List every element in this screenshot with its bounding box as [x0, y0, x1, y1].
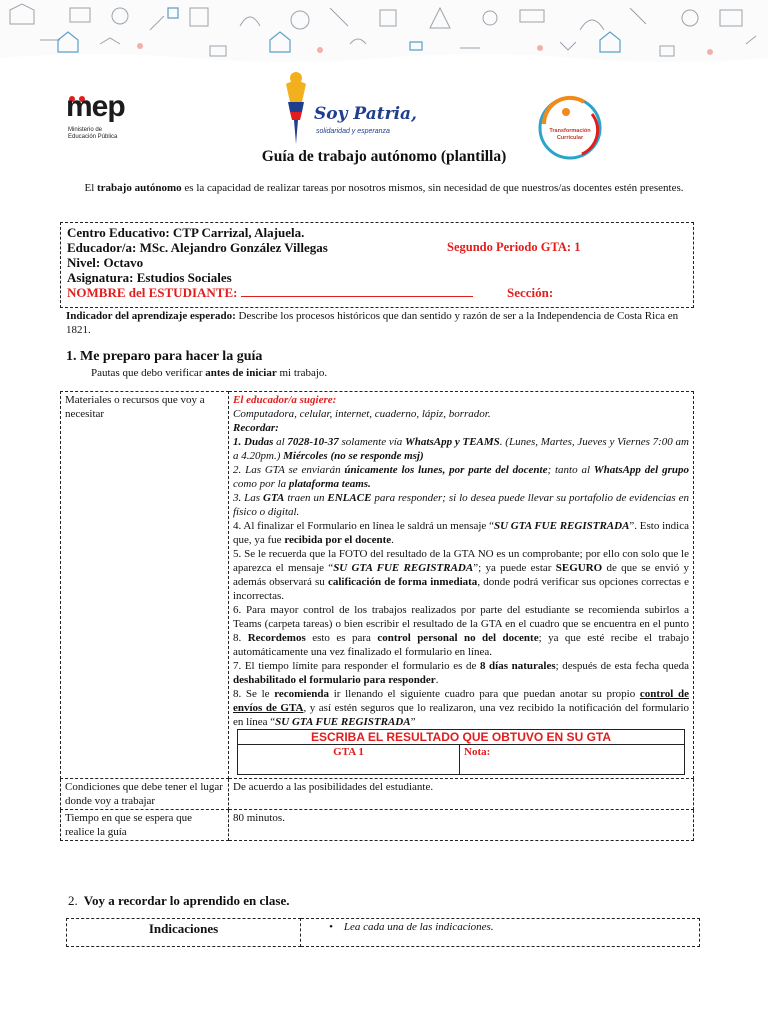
p1-f: . (Lunes, Martes, Jueves y Viernes 7:00 am a 4.20pm.)	[233, 436, 689, 462]
p6-d: control personal no del docente	[377, 632, 539, 644]
p5-b: SU GTA FUE REGISTRADA	[333, 562, 474, 574]
mep-subtitle-line-1: Ministerio de	[68, 127, 103, 133]
tiempo-value: 80 minutos.	[229, 810, 694, 841]
p6-a: 6. Para mayor control de los trabajos realizados por parte del estudiante se recomienda subirlos a Teams (carpeta tareas) o bien escribir el resultado de la GTA en el cuadro que se encuentra en el punto 8.	[233, 604, 689, 644]
point-3	[233, 491, 689, 519]
periodo-gta: Segundo Periodo GTA: 1	[447, 240, 581, 254]
p7-b: 8 días naturales	[479, 660, 556, 672]
p2-f: plataforma teams.	[288, 478, 371, 490]
p8-a: 8. Se le	[233, 688, 275, 700]
pautas-pre: Pautas que debo verificar	[91, 367, 206, 379]
mep-logo-text: mep	[66, 90, 125, 123]
p1-g: Miércoles (no se responde msj)	[283, 450, 424, 462]
intro-paragraph	[66, 180, 702, 196]
p3-d: ENLACE	[327, 492, 372, 504]
p3-a: 3. Las	[233, 492, 263, 504]
document-title: Guía de trabajo autónomo (plantilla)	[261, 148, 507, 165]
p1-d: solamente vía	[338, 436, 406, 448]
pautas-post: mi trabajo.	[276, 367, 328, 379]
p7-d: deshabilitado el formulario para responder	[233, 674, 436, 686]
point-2	[233, 463, 689, 491]
p8-c: ir llenando el siguiente cuadro para que puedan anotar su propio	[329, 688, 640, 700]
p5-g: , donde podrá verificar sus opciones correctas e incorrectas.	[233, 576, 689, 602]
condiciones-label: Condiciones que debe tener el lugar donde voy a trabajar	[61, 779, 229, 810]
p8-e: , y así estén seguros que lo realizaron, una vez recibido la notificación del formulario en línea “	[233, 702, 689, 728]
p5-c: ”; ya puede estar	[473, 562, 556, 574]
table-row	[61, 392, 694, 779]
torch-figure-icon	[278, 68, 318, 148]
gta-result-table	[237, 729, 685, 775]
p5-e: de que se envió y además observará su	[233, 562, 690, 588]
section-2-title	[68, 893, 289, 909]
patria-logo-subtitle: solidaridad y esperanza	[316, 128, 390, 135]
educador-row	[67, 240, 687, 255]
condiciones-value: De acuerdo a las posibilidades del estudiante.	[229, 779, 694, 810]
indicador-text: Describe los procesos históricos que dan sentido y razón de ser a la Independencia de Costa Rica en 1821.	[66, 310, 679, 336]
p8-d: control de envíos de GTA	[233, 688, 689, 714]
nota-cell[interactable]: Nota:	[460, 745, 685, 775]
educador: Educador/a: MSc. Alejandro González Villegas	[67, 240, 328, 255]
section-2-number: 2.	[68, 893, 78, 908]
intro-text-pre: El	[84, 182, 98, 194]
p5-f: calificación de forma inmediata	[327, 576, 478, 588]
materiales-list: Computadora, celular, internet, cuaderno, lápiz, borrador.	[233, 408, 491, 420]
table-row	[61, 810, 694, 841]
gta-result-header: ESCRIBA EL RESULTADO QUE OBTUVO EN SU GTA	[238, 730, 685, 745]
indicaciones-text: Lea cada una de las indicaciones.	[343, 921, 494, 933]
p3-c: traen un	[284, 492, 328, 504]
preparation-table	[60, 391, 694, 841]
section-1-title: 1. Me preparo para hacer la guía	[66, 349, 263, 364]
p1-a: 1. Dudas	[233, 436, 274, 448]
p1-e: WhatsApp y TEAMS	[405, 436, 500, 448]
nombre-field[interactable]	[241, 286, 473, 297]
gta-1-cell: GTA 1	[238, 745, 460, 775]
p4-c: ”. Esto indica que, ya fue	[233, 520, 689, 546]
nombre-row	[67, 285, 687, 300]
mep-logo-subtitle	[68, 127, 117, 141]
seccion-label: Sección:	[507, 285, 554, 300]
p8-g: ”	[410, 716, 416, 728]
p2-a: 2. Las GTA se enviarán	[233, 464, 345, 476]
indicador-aprendizaje	[66, 309, 702, 337]
p3-e: para responder; si lo desea puede llevar su portafolio de evidencias en físico o digital.	[233, 492, 689, 518]
p6-c: esto es para	[305, 632, 378, 644]
mep-subtitle-line-2: Educación Pública	[68, 134, 118, 140]
sugiere-label: El educador/a sugiere:	[233, 394, 337, 406]
materiales-label: Materiales o recursos que voy a necesitar	[61, 392, 229, 779]
student-info-box	[60, 222, 694, 308]
indicaciones-item	[301, 919, 700, 947]
table-row	[67, 919, 700, 947]
asignatura: Asignatura: Estudios Sociales	[67, 270, 232, 285]
tc-logo-line-1: Transformación	[549, 128, 591, 134]
indicaciones-header: Indicaciones	[67, 919, 301, 947]
p4-a: 4. Al finalizar el Formulario en línea le saldrá un mensaje “	[233, 520, 494, 532]
recordar-label: Recordar:	[233, 422, 279, 434]
section-2-text: Voy a recordar lo aprendido en clase.	[83, 893, 290, 908]
point-4	[233, 519, 689, 547]
p4-d: recibida por el docente	[284, 534, 392, 546]
p7-c: ; después de esta fecha queda	[555, 660, 689, 672]
centro-educativo: Centro Educativo: CTP Carrizal, Alajuela.	[67, 225, 305, 240]
tc-logo-text	[542, 128, 598, 142]
p2-e: como por la	[233, 478, 289, 490]
p8-f: SU GTA FUE REGISTRADA	[275, 716, 411, 728]
point-7	[233, 659, 689, 687]
pautas-bold: antes de iniciar	[205, 367, 277, 379]
p1-b: al	[273, 436, 288, 448]
point-5	[233, 547, 689, 603]
p5-d: SEGURO	[555, 562, 603, 574]
table-row	[61, 779, 694, 810]
p4-e: .	[391, 534, 394, 546]
patria-logo-text: Soy Patria,	[314, 104, 417, 124]
tiempo-label: Tiempo en que se espera que realice la guía	[61, 810, 229, 841]
point-1	[233, 435, 689, 463]
p3-b: GTA	[263, 492, 285, 504]
indicaciones-table	[66, 918, 700, 947]
p5-a: 5. Se le recuerda que la FOTO del resultado de la GTA NO es un comprobante; por ello con solo que le aparezca el mensaje “	[233, 548, 689, 574]
p2-d: WhatsApp del grupo	[593, 464, 689, 476]
point-8	[233, 687, 689, 729]
p6-b: Recordemos	[247, 632, 306, 644]
indicador-label: Indicador del aprendizaje esperado:	[66, 310, 236, 322]
p8-b: recomienda	[274, 688, 330, 700]
table-row	[238, 730, 685, 745]
pautas-text	[91, 367, 327, 379]
p2-c: ; tanto al	[547, 464, 594, 476]
nombre-label: NOMBRE del ESTUDIANTE:	[67, 285, 238, 300]
soy-patria-logo	[278, 68, 417, 148]
p4-b: SU GTA FUE REGISTRADA	[493, 520, 630, 532]
point-6	[233, 603, 689, 659]
bullet-icon: •	[329, 921, 333, 933]
materiales-cell	[229, 392, 694, 779]
doodle-banner	[0, 0, 768, 62]
mep-logo	[66, 90, 146, 146]
nivel: Nivel: Octavo	[67, 255, 144, 270]
tc-logo-line-2: Curricular	[556, 135, 584, 141]
school-doodles-icon	[0, 0, 768, 62]
p1-c: 7028-10-37	[287, 436, 339, 448]
table-row	[238, 745, 685, 775]
p2-b: únicamente los lunes, por parte del docente	[344, 464, 548, 476]
p7-e: .	[435, 674, 439, 686]
p6-e: ; ya que esté recibe el trabajo automáticamente una vez finalizado el formulario en línea.	[233, 632, 690, 658]
intro-text-post: es la capacidad de realizar tareas por nosotros mismos, sin necesidad de que nuestros/as docentes estén presentes.	[181, 182, 684, 194]
intro-text-bold: trabajo autónomo	[97, 182, 182, 194]
p7-a: 7. El tiempo límite para responder el formulario es de	[233, 660, 480, 672]
